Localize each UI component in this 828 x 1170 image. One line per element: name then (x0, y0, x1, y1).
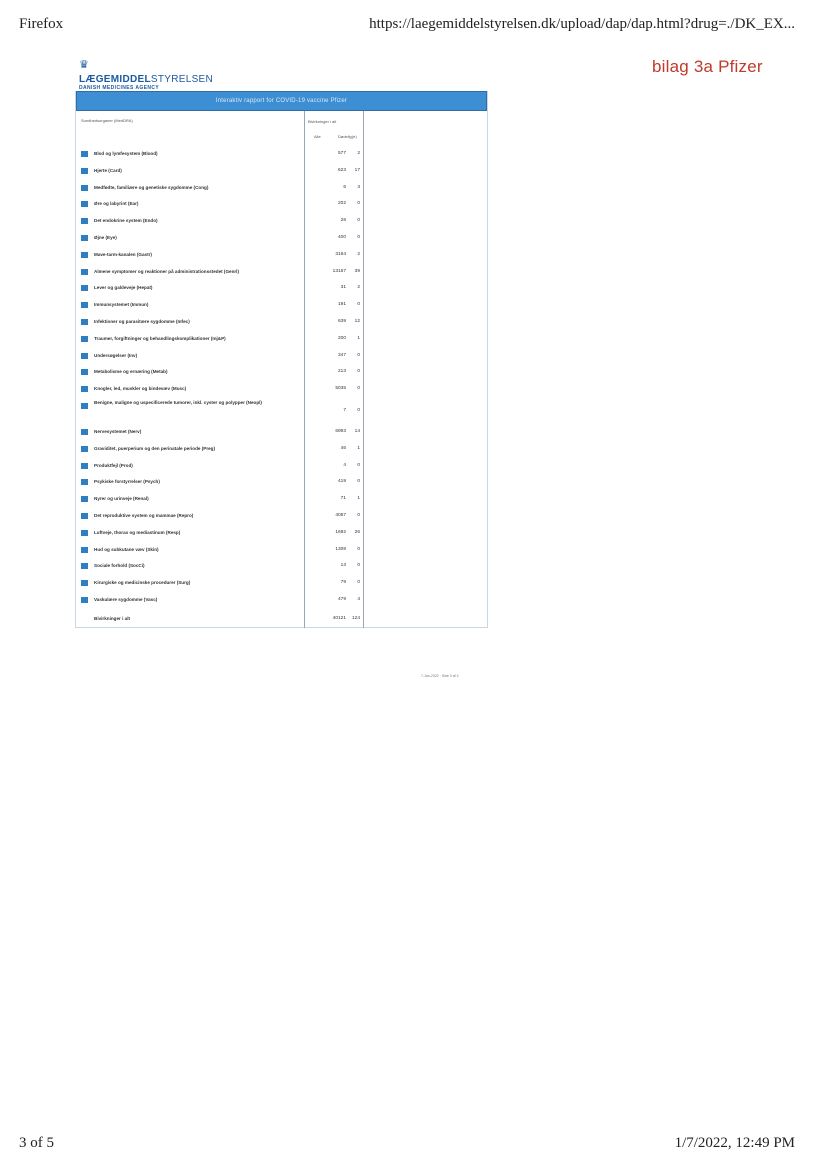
row-label: Traumer, forgiftninger og behandlingskomplikationer (Inj&P) (94, 335, 226, 341)
row-value-all: 213 (337, 369, 346, 375)
row-value-all: 200 (337, 335, 346, 341)
row-value-fatal: 0 (357, 235, 360, 240)
row-label: Kirurgiske og medicinske procedurer (Surg) (94, 580, 191, 586)
category-marker (81, 547, 88, 553)
category-marker (81, 513, 88, 519)
category-marker (81, 235, 88, 241)
row-value-fatal: 0 (357, 408, 360, 413)
row-value-fatal: 0 (357, 369, 360, 375)
table-row (76, 332, 489, 348)
table-row (76, 349, 489, 365)
row-label: Produktfejl (Prod) (94, 462, 133, 468)
row-label: Immunsystemet (Immun) (94, 302, 149, 308)
table-row (76, 214, 489, 230)
row-label: Metabolisme og ernæring (Metab) (94, 369, 168, 375)
row-value-all: 6993 (335, 429, 346, 434)
category-marker (81, 530, 88, 536)
logo-name-light: STYRELSEN (150, 74, 214, 85)
row-label: Undersøgelser (Inv) (94, 352, 138, 358)
row-value-fatal: 0 (357, 513, 360, 518)
category-marker (81, 252, 88, 258)
table-row (76, 492, 489, 508)
row-label: Det endokrine system (Endo) (94, 218, 158, 224)
table-row (76, 164, 489, 180)
category-marker (81, 336, 88, 342)
category-marker (81, 403, 88, 409)
category-marker (81, 168, 88, 174)
category-marker (81, 353, 88, 359)
row-label: Luftveje, thorax og mediastinum (Resp) (94, 529, 181, 535)
row-value-fatal: 0 (357, 201, 360, 207)
table-row (76, 399, 489, 415)
table-row (76, 147, 489, 163)
table-row (76, 231, 489, 247)
row-value-fatal: 0 (357, 563, 360, 569)
row-value-all: 191 (337, 302, 346, 308)
row-value-fatal: 4 (357, 597, 360, 602)
row-value-fatal: 0 (357, 386, 360, 392)
row-value-all: 1692 (335, 529, 346, 535)
table-row (76, 298, 489, 314)
row-value-all: 28 (340, 218, 346, 224)
row-value-all: 623 (337, 167, 346, 173)
column-header-organs: Sundhedsorganer (MedDRA) (81, 118, 133, 123)
category-marker (81, 386, 88, 392)
row-label: Benigne, maligne og uspecificerede tumorer, inkl. cyster og polypper (Neopl) (94, 400, 262, 405)
category-marker (81, 201, 88, 207)
agency-logo (79, 60, 213, 91)
table-row (76, 197, 489, 213)
table-row (76, 315, 489, 331)
row-label: Nervesystemet (Nerv) (94, 429, 142, 434)
table-row (76, 248, 489, 264)
table-row (76, 576, 489, 592)
row-value-fatal: 1 (357, 445, 360, 451)
row-value-all: 4057 (335, 513, 346, 518)
browser-app-name: Firefox (19, 16, 64, 32)
category-marker (81, 218, 88, 224)
column-header-all: Alle (314, 134, 321, 139)
column-header-fatal: Dødelig(e) (338, 134, 357, 139)
row-value-all: 400 (337, 235, 346, 240)
category-marker (81, 269, 88, 275)
row-value-all: 79 (340, 580, 346, 586)
row-value-all: 347 (337, 352, 346, 358)
stamp-label: bilag 3a Pfizer (652, 57, 763, 76)
column-header-group: Bivirkninger i alt (308, 119, 337, 124)
table-row (76, 442, 489, 458)
row-label: Sociale forhold (SocCi) (94, 563, 145, 569)
row-value-all: 31 (340, 285, 346, 291)
category-marker (81, 429, 88, 435)
report-document (75, 58, 488, 633)
table-row (76, 281, 489, 297)
row-value-all: 13 (340, 563, 346, 569)
row-label: Mave-tarm-kanalen (Gastr) (94, 251, 152, 257)
row-value-all: 46 (340, 445, 346, 451)
row-value-all: 419 (337, 479, 346, 485)
logo-subtitle: DANISH MEDICINES AGENCY (79, 85, 160, 91)
table-row (76, 509, 489, 525)
table-row (76, 475, 489, 491)
row-label: Hud og subkutane væv (Skin) (94, 546, 159, 552)
row-value-all: 6 (343, 184, 346, 190)
row-label: Infektioner og parasitære sygdomme (Infec) (94, 319, 190, 324)
row-value-fatal: 12 (354, 319, 360, 324)
row-value-all: 4 (343, 462, 346, 468)
row-value-fatal: 17 (354, 167, 360, 173)
row-label: Det reproduktive system og mammae (Repro) (94, 513, 194, 518)
crown-icon: ♛ (79, 58, 89, 71)
total-row (76, 612, 489, 628)
table-row (76, 425, 489, 441)
row-value-all: 7 (343, 408, 346, 413)
row-value-fatal: 1 (357, 496, 360, 502)
table-row (76, 265, 489, 281)
category-marker (81, 597, 88, 603)
row-value-fatal: 2 (357, 285, 360, 291)
row-value-all: 13157 (332, 268, 346, 274)
category-marker (81, 563, 88, 569)
row-value-fatal: 14 (354, 429, 360, 434)
row-value-fatal: 0 (357, 352, 360, 358)
row-value-fatal: 2 (357, 251, 360, 257)
category-marker (81, 285, 88, 291)
row-value-fatal: 1 (357, 335, 360, 341)
table-row (76, 543, 489, 559)
row-value-fatal: 0 (357, 462, 360, 468)
table-row (76, 526, 489, 542)
row-label: Knogler, led, muskler og bindevæv (Musc) (94, 386, 187, 392)
total-value-fatal: 124 (351, 615, 360, 621)
row-value-fatal: 0 (357, 479, 360, 485)
table-row (76, 559, 489, 575)
row-value-fatal: 0 (357, 546, 360, 552)
row-value-all: 202 (337, 201, 346, 207)
total-value-all: 40121 (332, 615, 346, 621)
row-value-fatal: 39 (354, 268, 360, 274)
row-label: Vaskulære sygdomme (Vasc) (94, 597, 158, 602)
table-row (76, 459, 489, 475)
row-value-all: 3164 (335, 251, 346, 257)
row-label: Blod og lymfesystem (Blood) (94, 151, 158, 156)
row-value-fatal: 3 (357, 184, 360, 190)
category-marker (81, 496, 88, 502)
row-value-all: 1308 (335, 546, 346, 552)
category-marker (81, 446, 88, 452)
document-page-footer: 7-Jan-2022 · Side 3 af 4 (421, 674, 459, 678)
browser-url: https://laegemiddelstyrelsen.dk/upload/dap/dap.html?drug=./DK_EX... (369, 16, 795, 32)
row-label: Graviditet, puerperium og den perinatale periode (Preg) (94, 445, 215, 451)
report-panel (75, 91, 488, 628)
row-value-all: 479 (337, 597, 346, 602)
row-label: Medfødte, familiære og genetiske sygdomme (Cong) (94, 184, 209, 190)
row-value-all: 5035 (335, 386, 346, 392)
category-marker (81, 479, 88, 485)
row-label: Nyrer og urinveje (Renal) (94, 496, 149, 502)
print-datetime: 1/7/2022, 12:49 PM (674, 1135, 795, 1151)
table-row (76, 181, 489, 197)
logo-name-bold: LÆGEMIDDEL (79, 74, 151, 85)
row-value-fatal: 2 (357, 151, 360, 156)
row-value-all: 577 (337, 151, 346, 156)
category-marker (81, 319, 88, 325)
report-title: Interaktiv rapport for COVID-19 vaccine Pfizer (76, 91, 487, 111)
table-row (76, 382, 489, 398)
row-label: Øjne (Eye) (94, 235, 117, 240)
print-page-number: 3 of 5 (19, 1135, 54, 1151)
row-label: Psykiske forstyrrelser (Psych) (94, 479, 160, 485)
row-label: Hjerte (Card) (94, 167, 122, 173)
category-marker (81, 185, 88, 191)
table-row (76, 365, 489, 381)
total-label: Bivirkninger i alt (94, 615, 130, 621)
category-marker (81, 580, 88, 586)
table-row (76, 593, 489, 609)
row-label: Almene symptomer og reaktioner på administrationsstedet (Genrl) (94, 268, 239, 274)
category-marker (81, 302, 88, 308)
row-label: Lever og galdeveje (Hepat) (94, 285, 153, 291)
category-marker (81, 369, 88, 375)
row-value-fatal: 0 (357, 218, 360, 224)
row-label: Øre og labyrint (Ear) (94, 201, 139, 207)
category-marker (81, 463, 88, 469)
row-value-all: 639 (337, 319, 346, 324)
row-value-fatal: 0 (357, 580, 360, 586)
row-value-fatal: 26 (354, 529, 360, 535)
logo-name (79, 74, 213, 85)
row-value-fatal: 0 (357, 302, 360, 308)
category-marker (81, 151, 88, 157)
row-value-all: 71 (340, 496, 346, 502)
